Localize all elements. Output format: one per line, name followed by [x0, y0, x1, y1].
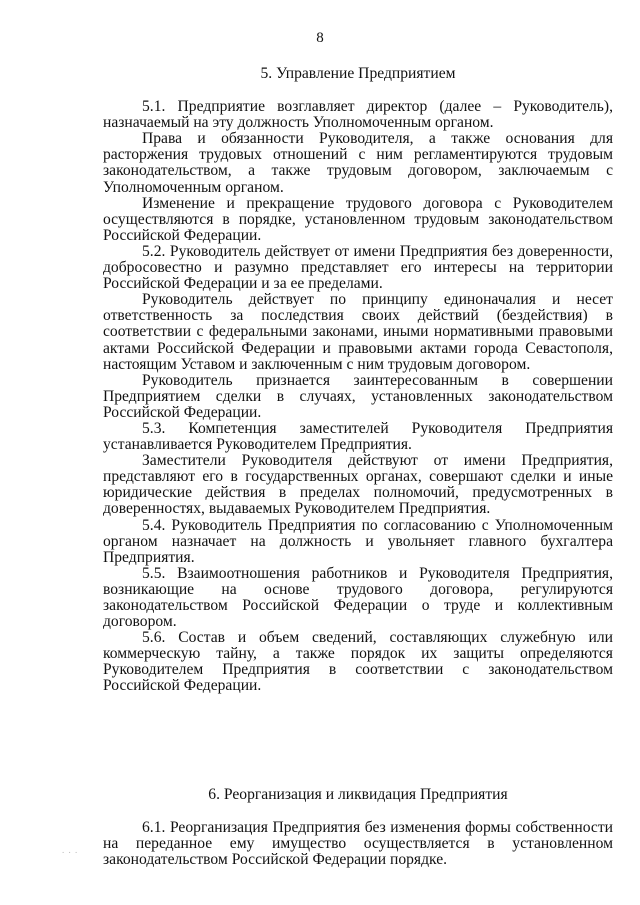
paragraph-5-3: 5.3. Компетенция заместителей Руководителя Предприятия устанавливается Руководителем Предприятия. [103, 419, 613, 454]
paragraph-6-1: 6.1. Реорганизация Предприятия без изменения формы собственности на переданное ему имущество осуществляется в установленном законодательством Российской Федерации порядке. [103, 819, 613, 869]
section-5 [103, 66, 613, 695]
scan-artifact: . . . [62, 845, 79, 855]
section-6 [103, 787, 613, 868]
paragraph-5-2-responsibility: Руководитель действует по принципу единоначалия и несет ответственность за последствия своих действий (бездействия) в соответствии с федеральными законами, иными нормативными правовыми актами Российской Федерации и правовыми актами города Севастополя, настоящим Уставом и заключенным с ним трудовым договором. [103, 291, 613, 373]
paragraph-5-3-deputies: Заместители Руководителя действуют от имени Предприятия, представляют его в государственных органах, совершают сделки и иные юридические действия в пределах полномочий, предусмотренных в доверенностях, выдаваемых Руководителем Предприятия. [103, 452, 613, 518]
paragraph-5-5: 5.5. Взаимоотношения работников и Руководителя Предприятия, возникающие на основе трудового договора, регулируются законодательством Российской Федерации о труде и коллективным договором. [103, 564, 613, 631]
page-number: 8 [316, 30, 324, 46]
section-heading: 5. Управление Предприятием [260, 65, 456, 82]
paragraph-5-4: 5.4. Руководитель Предприятия по согласованию с Уполномоченным органом назначает на должность и увольняет главного бухгалтера Предприятия. [103, 516, 613, 566]
paragraph-5-1-rights: Права и обязанности Руководителя, а также основания для расторжения трудовых отношений с ним регламентируются трудовым законодательством, а также трудовым договором, заключаемым с Уполномоченным органом. [103, 130, 613, 196]
paragraph-5-2-interest: Руководитель признается заинтересованным в совершении Предприятием сделки в случаях, установленных законодательством Российской Федерации. [103, 371, 613, 421]
paragraph-5-6: 5.6. Состав и объем сведений, составляющих служебную или коммерческую тайну, а также порядок их защиты определяются Руководителем Предприятия в соответствии с законодательством Российской Федерации. [103, 629, 613, 695]
paragraph-5-2: 5.2. Руководитель действует от имени Предприятия без доверенности, добросовестно и разумно представляет его интересы на территории Российской Федерации и за ее пределами. [103, 242, 613, 293]
paragraph-5-1-termination: Изменение и прекращение трудового договора с Руководителем осуществляются в порядке, установленном трудовым законодательством Российской Федерации. [103, 194, 613, 244]
section-heading: 6. Реорганизация и ликвидация Предприятия [208, 786, 508, 803]
paragraph-5-1: 5.1. Предприятие возглавляет директор (далее – Руководитель), назначаемый на эту должность Уполномоченным органом. [103, 98, 613, 132]
